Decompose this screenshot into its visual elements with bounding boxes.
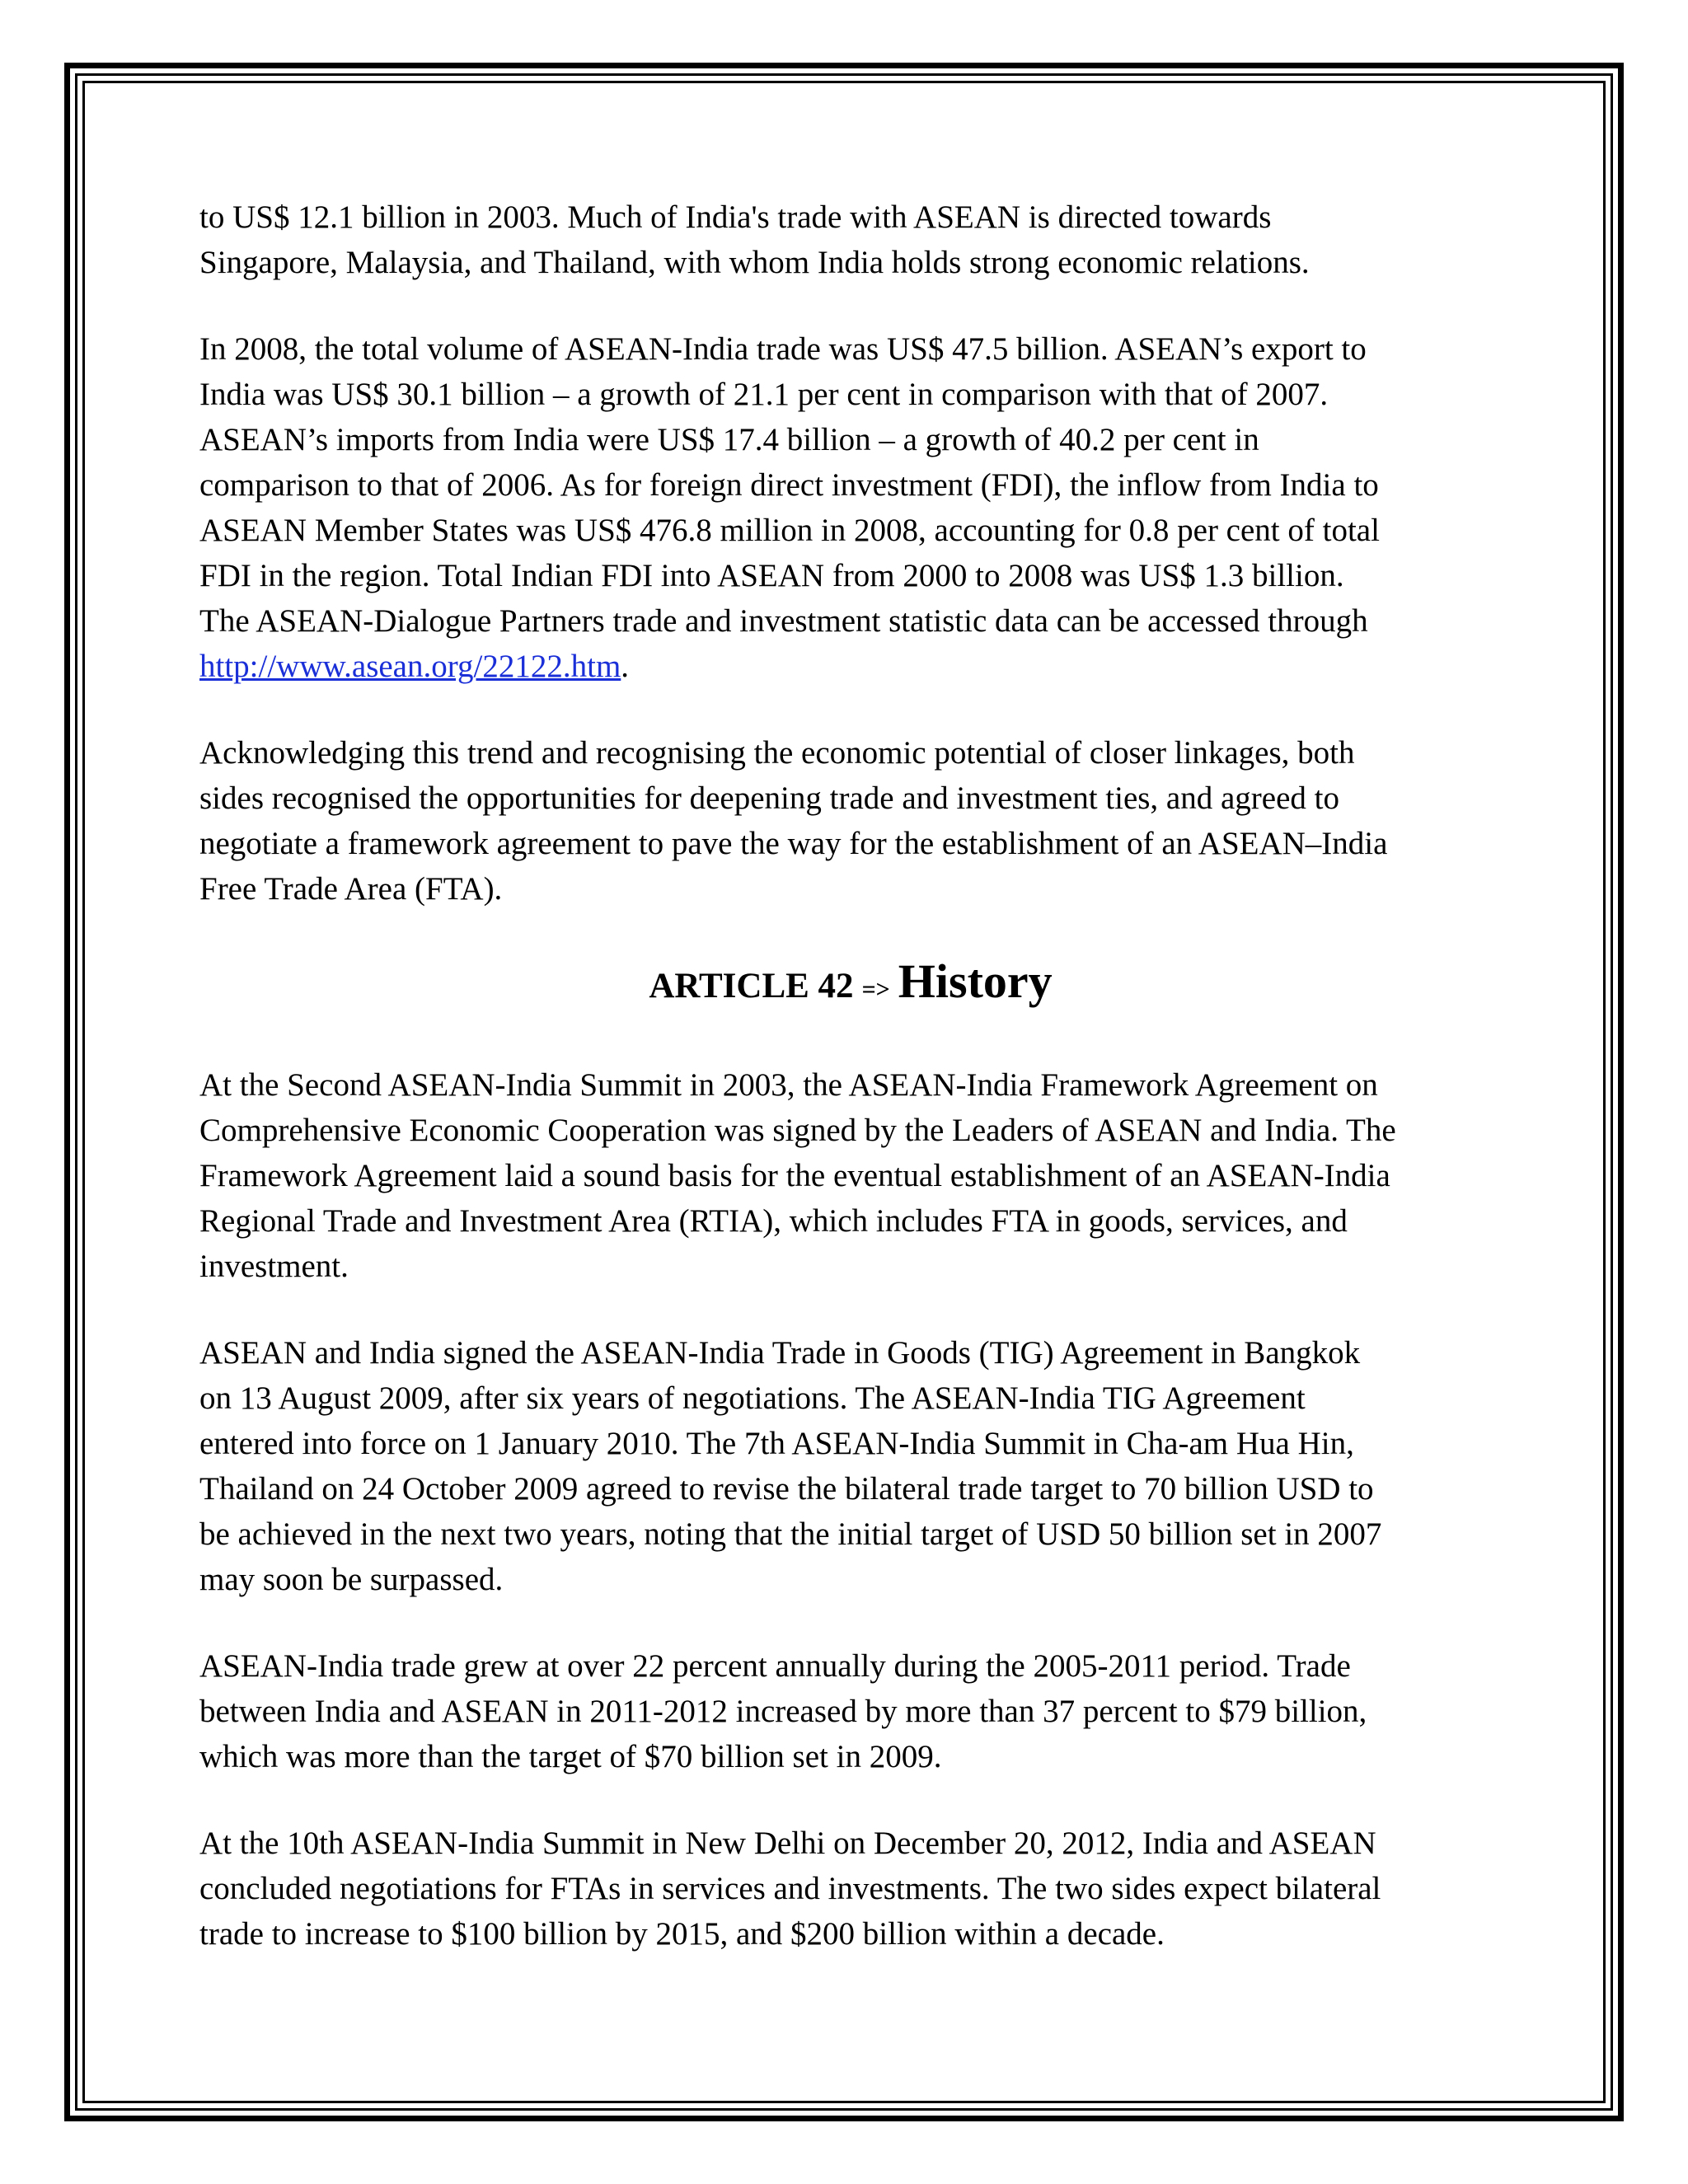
paragraph-trade-2008 bbox=[199, 326, 1502, 689]
paragraph-trade-growth: ASEAN-India trade grew at over 22 percent annually during the 2005-2011 period. Trade between India and ASEAN in 2011-2012 increased by more than 37 percent to $79 billion, which was more than the target of $70 billion set in 2009. bbox=[199, 1648, 1367, 1774]
paragraph-second-summit: At the Second ASEAN-India Summit in 2003, the ASEAN-India Framework Agreement on Comprehensive Economic Cooperation was signed by the Leaders of ASEAN and India. The Framework Agreement laid a sound basis for the eventual establishment of an ASEAN-India Regional Trade and Investment Area (RTIA), which includes FTA in goods, services, and investment. bbox=[199, 1067, 1396, 1284]
paragraph-fta-agreement: Acknowledging this trend and recognising the economic potential of closer linkages, both sides recognised the opportunities for deepening trade and investment ties, and agreed to negotiate a framework agreement to pave the way for the establishment of an ASEAN–India Free Trade Area (FTA). bbox=[199, 735, 1388, 907]
document-body bbox=[199, 194, 1502, 1998]
article-title: History bbox=[898, 954, 1053, 1008]
asean-statistics-link[interactable]: http://www.asean.org/22122.htm bbox=[199, 649, 621, 684]
article-heading bbox=[199, 953, 1502, 1023]
paragraph-tenth-summit: At the 10th ASEAN-India Summit in New Delhi on December 20, 2012, India and ASEAN concluded negotiations for FTAs in services and investments. The two sides expect bilateral trade to increase to $100 billion by 2015, and $200 billion within a decade. bbox=[199, 1825, 1381, 1952]
arrow-icon: => bbox=[861, 976, 890, 1003]
paragraph-trade-2008-end: . bbox=[621, 649, 630, 684]
article-number: ARTICLE 42 bbox=[649, 967, 854, 1005]
paragraph-trade-2003: to US$ 12.1 billion in 2003. Much of India's trade with ASEAN is directed towards Singapore, Malaysia, and Thailand, with whom India holds strong economic relations. bbox=[199, 199, 1310, 280]
paragraph-tig-agreement: ASEAN and India signed the ASEAN-India Trade in Goods (TIG) Agreement in Bangkok on 13 August 2009, after six years of negotiations. The ASEAN-India TIG Agreement entered into force on 1 January 2010. The 7th ASEAN-India Summit in Cha-am Hua Hin, Thailand on 24 October 2009 agreed to revise the bilateral trade target to 70 billion USD to be achieved in the next two years, noting that the initial target of USD 50 billion set in 2007 may soon be surpassed. bbox=[199, 1335, 1382, 1597]
paragraph-trade-2008-text: In 2008, the total volume of ASEAN-India trade was US$ 47.5 billion. ASEAN’s export to India was US$ 30.1 billion – a growth of 21.1 per cent in comparison with that of 2007. ASEAN’s imports from India were US$ 17.4 billion – a growth of 40.2 per cent in comparison to that of 2006. As for foreign direct investment (FDI), the inflow from India to ASEAN Member States was US$ 476.8 million in 2008, accounting for 0.8 per cent of total FDI in the region. Total Indian FDI into ASEAN from 2000 to 2008 was US$ 1.3 billion. The ASEAN-Dialogue Partners trade and investment statistic data can be accessed through bbox=[199, 331, 1380, 639]
